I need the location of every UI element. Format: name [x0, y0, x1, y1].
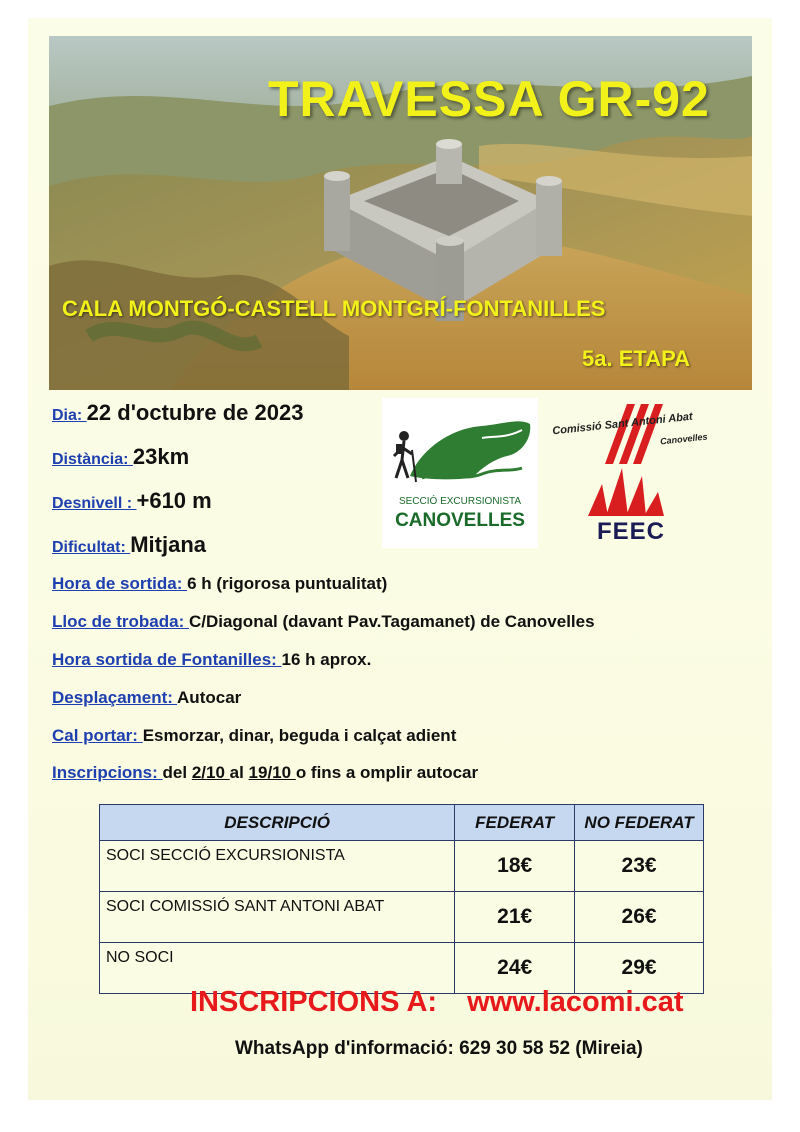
- info-dificultat: [52, 532, 206, 558]
- portar-label: Cal portar:: [52, 726, 143, 745]
- dificultat-label: Dificultat:: [52, 539, 131, 556]
- feec-logo-mountains: [588, 466, 666, 516]
- info-desplacament: [52, 688, 241, 708]
- row-description: SOCI SECCIÓ EXCURSIONISTA: [100, 841, 455, 892]
- info-desnivell: [52, 488, 212, 514]
- price-no-federat: 26€: [575, 892, 704, 943]
- table-header-row: [100, 805, 704, 841]
- desnivell-label: Desnivell :: [52, 495, 137, 512]
- lloc-value: C/Diagonal (davant Pav.Tagamanet) de Canovelles: [188, 612, 595, 631]
- distancia-value: 23km: [132, 444, 190, 469]
- inscripcions-from-date: 2/10: [191, 763, 230, 782]
- route-title: CALA MONTGÓ-CASTELL MONTGRÍ-FONTANILLES: [62, 296, 606, 321]
- desplacament-value: Autocar: [177, 688, 242, 707]
- distancia-label: Distància:: [52, 451, 133, 468]
- row-description: NO SOCI: [100, 943, 455, 994]
- header-federat: FEDERAT: [455, 805, 575, 841]
- club-name-line1: SECCIÓ EXCURSIONISTA: [398, 496, 522, 507]
- info-distancia: [52, 444, 189, 470]
- inscripcions-del: del: [162, 763, 192, 782]
- inscripcions-label: Inscripcions:: [52, 763, 163, 782]
- club-name-line2: CANOVELLES: [395, 510, 525, 531]
- header-no-federat: NO FEDERAT: [575, 805, 704, 841]
- hero-image-castle: [49, 36, 752, 390]
- hora-sortida-label: Hora de sortida:: [52, 574, 188, 593]
- price-no-federat: 29€: [575, 943, 704, 994]
- stage-label: 5a. ETAPA: [582, 346, 690, 371]
- header-descripcio: DESCRIPCIÓ: [100, 805, 455, 841]
- feec-logo-text: FEEC: [597, 518, 666, 545]
- info-cal-portar: [52, 726, 456, 746]
- price-federat: 24€: [455, 943, 575, 994]
- dia-value: 22 d'octubre de 2023: [86, 400, 304, 425]
- info-hora-fontanilles: [52, 650, 371, 670]
- desnivell-value: +610 m: [136, 488, 212, 513]
- registration-url-link[interactable]: www.lacomi.cat: [467, 986, 684, 1018]
- hora-sortida-value: 6 h (rigorosa puntualitat): [187, 574, 388, 593]
- club-logo: [382, 398, 538, 548]
- hora-fontanilles-label: Hora sortida de Fontanilles:: [52, 650, 282, 669]
- price-federat: 21€: [455, 892, 575, 943]
- comissio-town: Canovelles: [659, 431, 708, 447]
- info-inscripcions: [52, 763, 478, 783]
- whatsapp-contact: WhatsApp d'informació: 629 30 58 52 (Mireia): [235, 1038, 643, 1059]
- hora-fontanilles-value: 16 h aprox.: [281, 650, 372, 669]
- registration-line: [190, 986, 684, 1019]
- portar-value: Esmorzar, dinar, beguda i calçat adient: [142, 726, 457, 745]
- table-row: [100, 841, 704, 892]
- row-description: SOCI COMISSIÓ SANT ANTONI ABAT: [100, 892, 455, 943]
- price-federat: 18€: [455, 841, 575, 892]
- dia-label: Dia:: [52, 407, 87, 424]
- inscripcions-rest: o fins a omplir autocar: [295, 763, 479, 782]
- price-table: [99, 804, 704, 994]
- info-dia: [52, 400, 303, 426]
- desplacament-label: Desplaçament:: [52, 688, 178, 707]
- hiker-mountain-icon: [382, 398, 538, 498]
- registration-label: INSCRIPCIONS A:: [190, 986, 438, 1018]
- comissio-name: Comissió Sant Antoni Abat: [551, 410, 694, 438]
- info-hora-sortida: [52, 574, 387, 594]
- poster-title: TRAVESSA GR-92: [268, 71, 710, 127]
- price-no-federat: 23€: [575, 841, 704, 892]
- dificultat-value: Mitjana: [130, 532, 207, 557]
- inscripcions-to-date: 19/10: [248, 763, 296, 782]
- inscripcions-al: al: [229, 763, 249, 782]
- table-row: [100, 892, 704, 943]
- comissio-logo-stripes: [595, 404, 665, 464]
- lloc-label: Lloc de trobada:: [52, 612, 189, 631]
- info-lloc-trobada: [52, 612, 595, 632]
